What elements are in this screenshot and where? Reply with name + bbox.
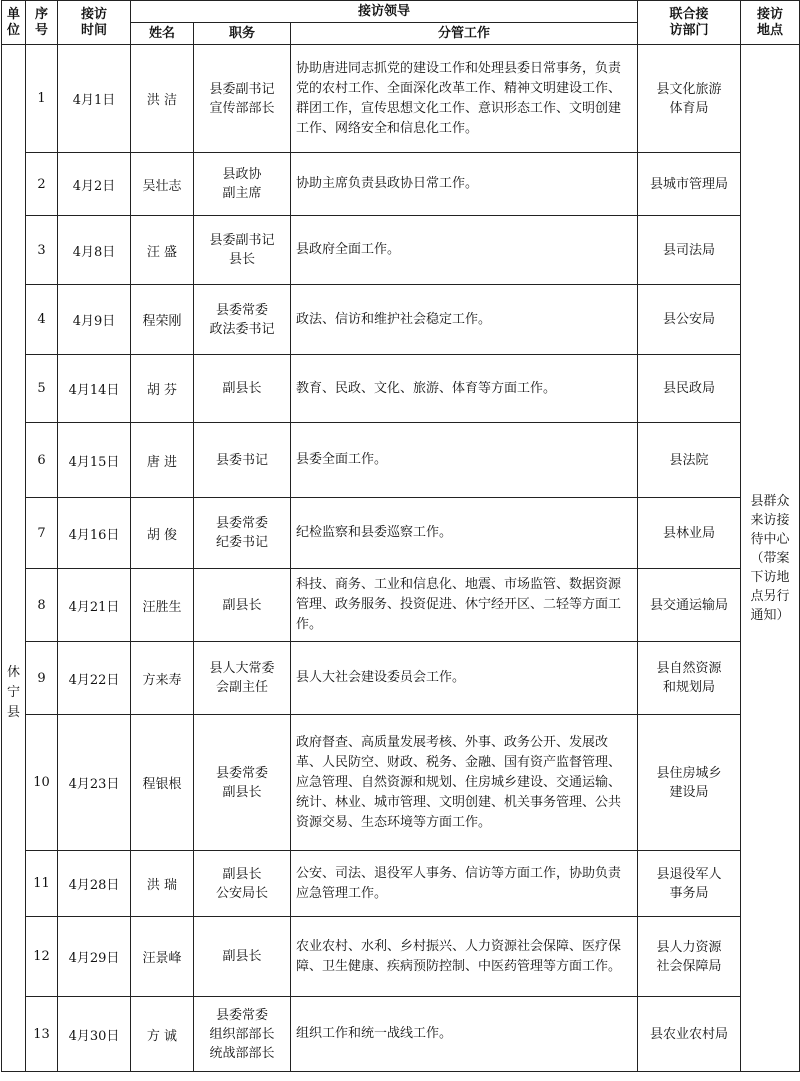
date-cell: 4月29日 bbox=[58, 917, 131, 997]
seq-header bbox=[26, 1, 58, 45]
leader-group-header: 接访领导 bbox=[131, 1, 638, 23]
position-cell: 县委常委 组织部部长 统战部部长 bbox=[194, 997, 291, 1072]
seq-cell: 12 bbox=[26, 917, 58, 997]
name-cell: 汪景峰 bbox=[131, 917, 194, 997]
date-cell: 4月2日 bbox=[58, 153, 131, 216]
name-cell: 唐 进 bbox=[131, 423, 194, 498]
seq-cell: 1 bbox=[26, 45, 58, 153]
table-row bbox=[2, 642, 800, 715]
position-cell: 县委副书记 宣传部部长 bbox=[194, 45, 291, 153]
duties-cell: 县政府全面工作。 bbox=[291, 216, 638, 285]
name-cell: 方 诚 bbox=[131, 997, 194, 1072]
date-cell: 4月8日 bbox=[58, 216, 131, 285]
location-header bbox=[741, 1, 800, 45]
date-cell: 4月22日 bbox=[58, 642, 131, 715]
duties-cell: 县委全面工作。 bbox=[291, 423, 638, 498]
dept-cell: 县林业局 bbox=[638, 498, 741, 569]
name-cell: 汪胜生 bbox=[131, 569, 194, 642]
seq-cell: 8 bbox=[26, 569, 58, 642]
duties-cell: 农业农村、水利、乡村振兴、人力资源社会保障、医疗保障、卫生健康、疾病预防控制、中医药管理等方面工作。 bbox=[291, 917, 638, 997]
dept-header-text: 联合接 访部门 bbox=[669, 6, 709, 38]
date-cell: 4月16日 bbox=[58, 498, 131, 569]
position-cell: 县人大常委 会副主任 bbox=[194, 642, 291, 715]
time-header bbox=[58, 1, 131, 45]
duties-cell: 政法、信访和维护社会稳定工作。 bbox=[291, 285, 638, 355]
location-cell: 县群众来访接待中心（带案下访地点另行通知） bbox=[741, 45, 800, 1072]
duties-cell: 公安、司法、退役军人事务、信访等方面工作，协助负责应急管理工作。 bbox=[291, 851, 638, 917]
seq-cell: 4 bbox=[26, 285, 58, 355]
dept-cell: 县人力资源 社会保障局 bbox=[638, 917, 741, 997]
name-cell: 胡 俊 bbox=[131, 498, 194, 569]
dept-cell: 县文化旅游 体育局 bbox=[638, 45, 741, 153]
duties-cell: 协助主席负责县政协日常工作。 bbox=[291, 153, 638, 216]
duties-cell: 协助唐进同志抓党的建设工作和处理县委日常事务，负责党的农村工作、全面深化改革工作、精神文明建设工作、群团工作，宣传思想文化工作、意识形态工作、文明创建工作、网络安全和信息化工作。 bbox=[291, 45, 638, 153]
position-cell: 副县长 bbox=[194, 917, 291, 997]
position-cell: 县委常委 副县长 bbox=[194, 715, 291, 851]
date-cell: 4月30日 bbox=[58, 997, 131, 1072]
seq-cell: 10 bbox=[26, 715, 58, 851]
name-cell: 程荣刚 bbox=[131, 285, 194, 355]
position-cell: 副县长 公安局长 bbox=[194, 851, 291, 917]
time-header-text: 接访 时间 bbox=[80, 6, 107, 38]
seq-cell: 2 bbox=[26, 153, 58, 216]
table-row bbox=[2, 285, 800, 355]
seq-cell: 13 bbox=[26, 997, 58, 1072]
duties-cell: 教育、民政、文化、旅游、体育等方面工作。 bbox=[291, 355, 638, 423]
dept-cell: 县城市管理局 bbox=[638, 153, 741, 216]
position-cell: 县委书记 bbox=[194, 423, 291, 498]
duties-cell: 县人大社会建设委员会工作。 bbox=[291, 642, 638, 715]
seq-cell: 3 bbox=[26, 216, 58, 285]
position-cell: 副县长 bbox=[194, 569, 291, 642]
dept-cell: 县交通运输局 bbox=[638, 569, 741, 642]
dept-cell: 县住房城乡 建设局 bbox=[638, 715, 741, 851]
position-header: 职务 bbox=[194, 23, 291, 45]
seq-cell: 5 bbox=[26, 355, 58, 423]
dept-cell: 县退役军人 事务局 bbox=[638, 851, 741, 917]
position-cell: 县委常委 政法委书记 bbox=[194, 285, 291, 355]
name-cell: 洪 瑞 bbox=[131, 851, 194, 917]
table-row bbox=[2, 216, 800, 285]
name-cell: 胡 芬 bbox=[131, 355, 194, 423]
name-cell: 洪 洁 bbox=[131, 45, 194, 153]
unit-cell: 休 宁 县 bbox=[2, 45, 26, 1072]
seq-header-text: 序 号 bbox=[34, 6, 48, 38]
table-row bbox=[2, 423, 800, 498]
dept-cell: 县农业农村局 bbox=[638, 997, 741, 1072]
reception-schedule-table bbox=[1, 0, 800, 1072]
unit-header-text: 单 位 bbox=[6, 6, 20, 38]
duties-cell: 纪检监察和县委巡察工作。 bbox=[291, 498, 638, 569]
date-cell: 4月23日 bbox=[58, 715, 131, 851]
dept-cell: 县法院 bbox=[638, 423, 741, 498]
position-cell: 副县长 bbox=[194, 355, 291, 423]
position-cell: 县委常委 纪委书记 bbox=[194, 498, 291, 569]
date-cell: 4月1日 bbox=[58, 45, 131, 153]
duties-header: 分管工作 bbox=[291, 23, 638, 45]
dept-cell: 县公安局 bbox=[638, 285, 741, 355]
seq-cell: 6 bbox=[26, 423, 58, 498]
dept-header bbox=[638, 1, 741, 45]
location-header-text: 接访 地点 bbox=[756, 6, 783, 38]
table-row bbox=[2, 569, 800, 642]
name-cell: 汪 盛 bbox=[131, 216, 194, 285]
table-row bbox=[2, 851, 800, 917]
position-cell: 县委副书记 县长 bbox=[194, 216, 291, 285]
position-cell: 县政协 副主席 bbox=[194, 153, 291, 216]
table-row bbox=[2, 997, 800, 1072]
table-row bbox=[2, 153, 800, 216]
name-cell: 吴壮志 bbox=[131, 153, 194, 216]
table-row bbox=[2, 498, 800, 569]
date-cell: 4月14日 bbox=[58, 355, 131, 423]
table-row bbox=[2, 355, 800, 423]
duties-cell: 组织工作和统一战线工作。 bbox=[291, 997, 638, 1072]
seq-cell: 7 bbox=[26, 498, 58, 569]
duties-cell: 科技、商务、工业和信息化、地震、市场监管、数据资源管理、政务服务、投资促进、休宁经开区、二轻等方面工作。 bbox=[291, 569, 638, 642]
name-cell: 程银根 bbox=[131, 715, 194, 851]
table-row bbox=[2, 45, 800, 153]
date-cell: 4月28日 bbox=[58, 851, 131, 917]
seq-cell: 11 bbox=[26, 851, 58, 917]
table-row bbox=[2, 715, 800, 851]
unit-header bbox=[2, 1, 26, 45]
duties-cell: 政府督查、高质量发展考核、外事、政务公开、发展改革、人民防空、财政、税务、金融、国有资产监督管理、应急管理、自然资源和规划、住房城乡建设、交通运输、统计、林业、城市管理、文明创建、机关事务管理、公共资源交易、生态环境等方面工作。 bbox=[291, 715, 638, 851]
name-header: 姓名 bbox=[131, 23, 194, 45]
date-cell: 4月9日 bbox=[58, 285, 131, 355]
dept-cell: 县司法局 bbox=[638, 216, 741, 285]
name-cell: 方来寿 bbox=[131, 642, 194, 715]
date-cell: 4月21日 bbox=[58, 569, 131, 642]
dept-cell: 县自然资源 和规划局 bbox=[638, 642, 741, 715]
table-row bbox=[2, 917, 800, 997]
seq-cell: 9 bbox=[26, 642, 58, 715]
dept-cell: 县民政局 bbox=[638, 355, 741, 423]
date-cell: 4月15日 bbox=[58, 423, 131, 498]
